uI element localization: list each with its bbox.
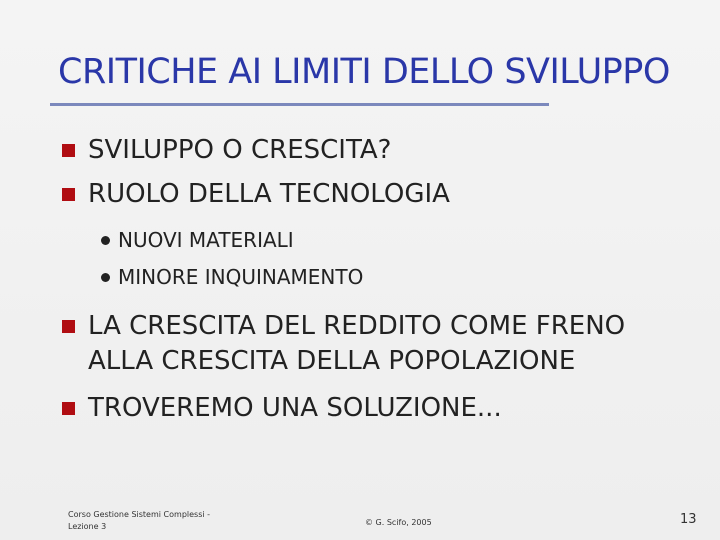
square-bullet-icon bbox=[62, 320, 75, 333]
bullet-item bbox=[62, 391, 502, 426]
slide-title: CRITICHE AI LIMITI DELLO SVILUPPO bbox=[58, 52, 670, 92]
title-underline bbox=[50, 103, 549, 106]
square-bullet-icon bbox=[62, 188, 75, 201]
bullet-text-line: ALLA CRESCITA DELLA POPOLAZIONE bbox=[88, 346, 576, 376]
page-number: 13 bbox=[680, 512, 697, 527]
square-bullet-icon bbox=[62, 144, 75, 157]
sub-bullet-text: NUOVI MATERIALI bbox=[118, 228, 294, 252]
footer-copyright: © G. Scifo, 2005 bbox=[365, 518, 432, 527]
sub-bullet-item bbox=[101, 228, 294, 252]
bullet-item bbox=[62, 177, 450, 212]
bullet-item bbox=[62, 133, 391, 168]
dot-bullet-icon bbox=[101, 236, 110, 245]
bullet-text: RUOLO DELLA TECNOLOGIA bbox=[88, 179, 450, 209]
bullet-text: SVILUPPO O CRESCITA? bbox=[88, 135, 392, 165]
footer-course: Corso Gestione Sistemi Complessi - Lezione 3 bbox=[68, 510, 211, 531]
bullet-item bbox=[62, 309, 625, 379]
bullet-text: TROVEREMO UNA SOLUZIONE... bbox=[88, 393, 502, 423]
square-bullet-icon bbox=[62, 402, 75, 415]
bullet-text-line: LA CRESCITA DEL REDDITO COME FRENO bbox=[88, 311, 626, 341]
bullet-text bbox=[88, 309, 625, 379]
sub-bullet-text: MINORE INQUINAMENTO bbox=[118, 265, 364, 289]
sub-bullet-item bbox=[101, 265, 363, 289]
dot-bullet-icon bbox=[101, 273, 110, 282]
